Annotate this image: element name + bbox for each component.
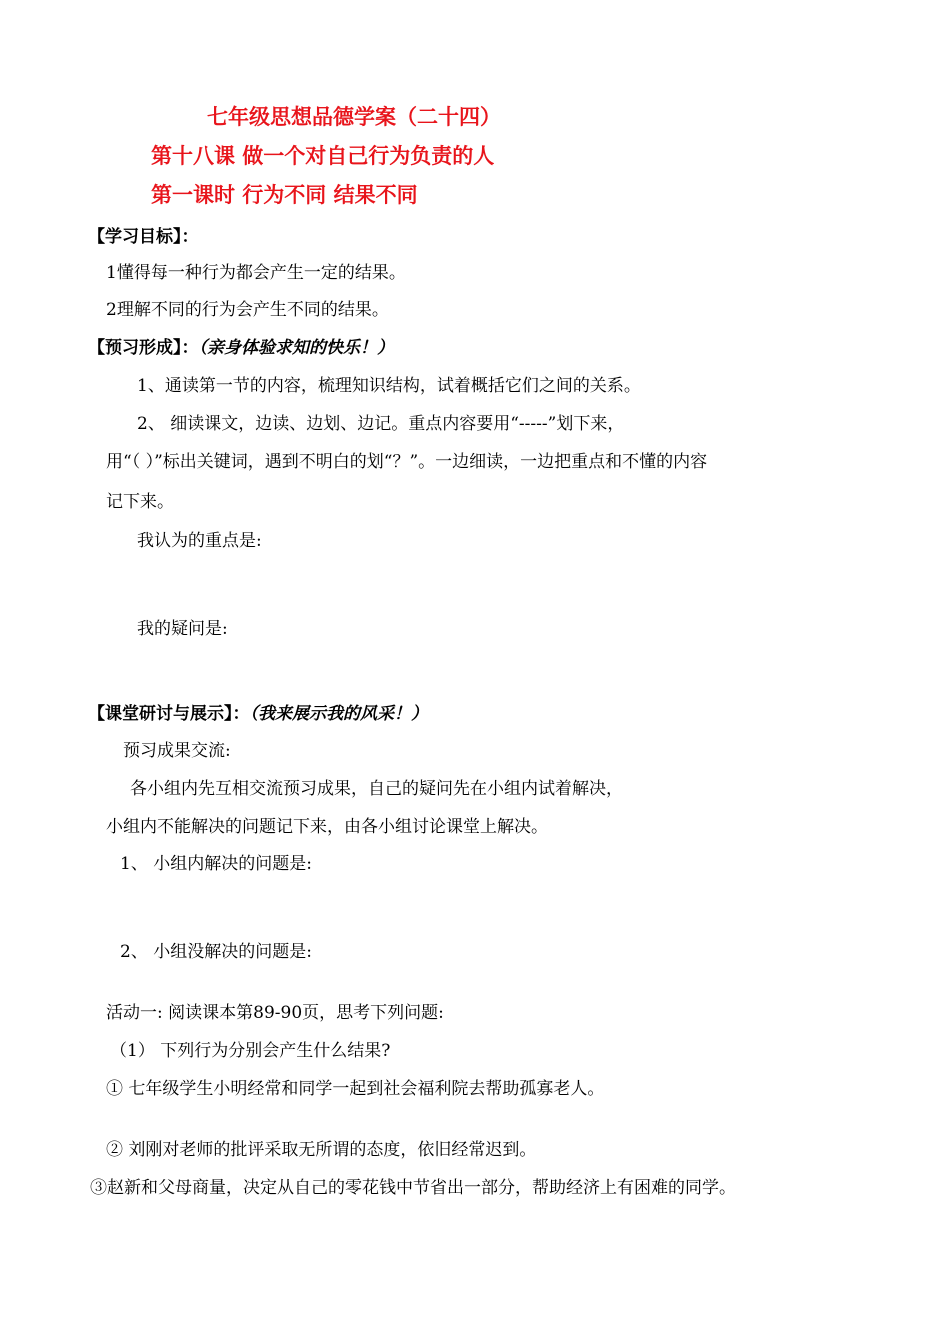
- exchange-intro: 各小组内先互相交流预习成果，自己的疑问先在小组内试着解决，: [130, 779, 623, 799]
- period-title: 第一课时 行为不同 结果不同: [151, 182, 418, 207]
- case-item: ① 七年级学生小明经常和同学一起到社会福利院去帮助孤寡老人。: [106, 1079, 605, 1099]
- objective-item: 2理解不同的行为会产生不同的结果。: [106, 300, 389, 320]
- questions-prompt: 我的疑问是:: [137, 619, 228, 639]
- unsolved-prompt: 2、 小组没解决的问题是:: [120, 942, 312, 962]
- exchange-label: 预习成果交流:: [123, 741, 231, 761]
- preview-section: [88, 337, 394, 359]
- activity-heading: 活动一: 阅读课本第89-90页，思考下列问题:: [106, 1003, 444, 1023]
- preview-item-continued: 记下来。: [106, 492, 174, 512]
- case-item: ② 刘刚对老师的批评采取无所谓的态度，依旧经常迟到。: [106, 1140, 537, 1160]
- worksheet-title: 七年级思想品德学案（二十四）: [207, 104, 501, 129]
- preview-heading: 【预习形成】：: [88, 338, 199, 358]
- classroom-heading: 【课堂研讨与展示】：: [88, 704, 250, 724]
- preview-slogan: （亲身体验求知的快乐！）: [198, 338, 394, 358]
- case-item: ③赵新和父母商量，决定从自己的零花钱中节省出一部分，帮助经济上有困难的同学。: [90, 1178, 736, 1198]
- preview-item: 1、通读第一节的内容，梳理知识结构，试着概括它们之间的关系。: [137, 376, 641, 396]
- exchange-intro: 小组内不能解决的问题记下来，由各小组讨论课堂上解决。: [106, 817, 548, 837]
- classroom-section: [88, 703, 428, 725]
- preview-item: 2、 细读课文，边读、边划、边记。重点内容要用“-----”划下来，: [137, 414, 625, 434]
- lesson-title: 第十八课 做一个对自己行为负责的人: [151, 143, 495, 168]
- activity-question: （1） 下列行为分别会产生什么结果?: [110, 1041, 391, 1061]
- classroom-slogan: （我来展示我的风采！）: [249, 704, 428, 724]
- solved-prompt: 1、 小组内解决的问题是:: [120, 854, 312, 874]
- objectives-heading: 【学习目标】：: [88, 227, 199, 247]
- preview-item-continued: 用“（ ）”标出关键词，遇到不明白的划“？”。一边细读，一边把重点和不懂的内容: [106, 452, 708, 472]
- key-points-prompt: 我认为的重点是:: [137, 531, 262, 551]
- objective-item: 1懂得每一种行为都会产生一定的结果。: [106, 263, 406, 283]
